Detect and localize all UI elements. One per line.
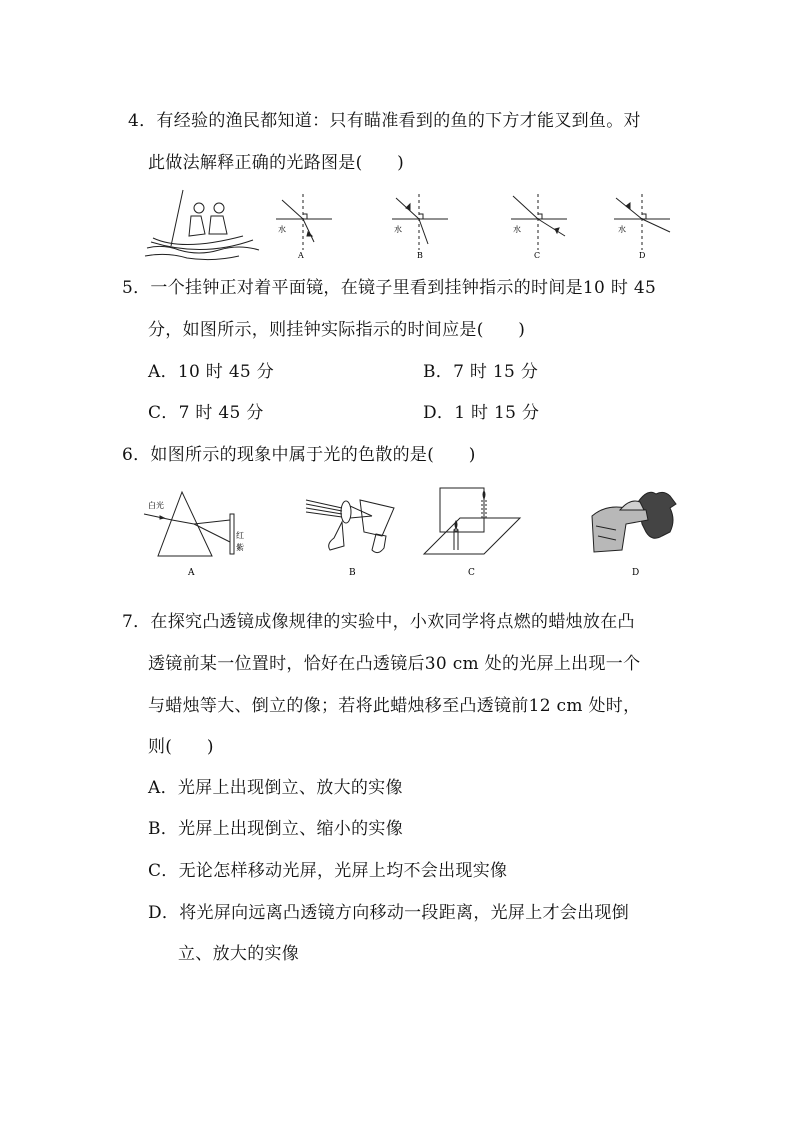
q7-stem-line4: 则( ) (148, 737, 214, 757)
q6-diagram-d-shadow (586, 486, 682, 580)
q5-option-c[interactable]: C．7 时 45 分 (148, 403, 264, 423)
q6-diagram-c-mirror (420, 486, 524, 580)
q6-stem-line1: 6．如图所示的现象中属于光的色散的是( ) (122, 445, 476, 465)
q7-option-a[interactable]: A．光屏上出现倒立、放大的实像 (148, 778, 403, 798)
q7-stem-line1: 7．在探究凸透镜成像规律的实验中，小欢同学将点燃的蜡烛放在凸 (122, 612, 635, 632)
q4-c-water-label: 水 (513, 225, 521, 234)
q4-c-label: C (534, 251, 541, 260)
q5-option-a[interactable]: A．10 时 45 分 (148, 362, 275, 382)
q4-diagram-c (505, 192, 569, 260)
q7-option-c[interactable]: C．无论怎样移动光屏，光屏上均不会出现实像 (148, 861, 508, 881)
q4-diagram-b (386, 192, 450, 260)
q4-b-label: B (417, 251, 423, 260)
q4-stem-line1: 4．有经验的渔民都知道：只有瞄准看到的鱼的下方才能叉到鱼。对 (128, 111, 641, 131)
q5-option-b[interactable]: B．7 时 15 分 (423, 362, 539, 382)
q7-option-d-continued: 立、放大的实像 (178, 944, 300, 964)
q4-diagram-a (270, 192, 334, 260)
q6-a-label: A (188, 568, 195, 578)
fisherman-illustration (143, 186, 263, 262)
q6-d-label: D (632, 568, 640, 578)
q6-diagram-b-magnifier (302, 488, 402, 580)
q6-c-label: C (468, 568, 475, 578)
q6-diagram-a-prism (142, 488, 252, 580)
q4-b-water-label: 水 (394, 225, 402, 234)
q7-stem-line2: 透镜前某一位置时，恰好在凸透镜后30 cm 处的光屏上出现一个 (148, 654, 641, 674)
q7-option-b[interactable]: B．光屏上出现倒立、缩小的实像 (148, 819, 403, 839)
q4-d-water-label: 水 (618, 225, 626, 234)
q5-stem-line2: 分，如图所示，则挂钟实际指示的时间应是( ) (148, 320, 526, 340)
q5-stem-line1: 5．一个挂钟正对着平面镜，在镜子里看到挂钟指示的时间是10 时 45 (122, 278, 657, 298)
q6-red-label: 红 (236, 531, 244, 540)
q4-d-label: D (639, 251, 646, 260)
q5-option-d[interactable]: D．1 时 15 分 (423, 403, 540, 423)
q4-a-label: A (298, 251, 304, 260)
q4-stem-line2: 此做法解释正确的光路图是( ) (148, 153, 405, 173)
q6-white-light-label: 白光 (148, 501, 164, 510)
q7-stem-line3: 与蜡烛等大、倒立的像；若将此蜡烛移至凸透镜前12 cm 处时， (148, 696, 641, 716)
q7-option-d[interactable]: D．将光屏向远离凸透镜方向移动一段距离，光屏上才会出现倒 (148, 903, 630, 923)
q4-a-water-label: 水 (278, 225, 286, 234)
q4-diagram-d (612, 192, 676, 260)
q6-b-label: B (349, 568, 356, 578)
q6-purple-label: 紫 (236, 543, 244, 552)
